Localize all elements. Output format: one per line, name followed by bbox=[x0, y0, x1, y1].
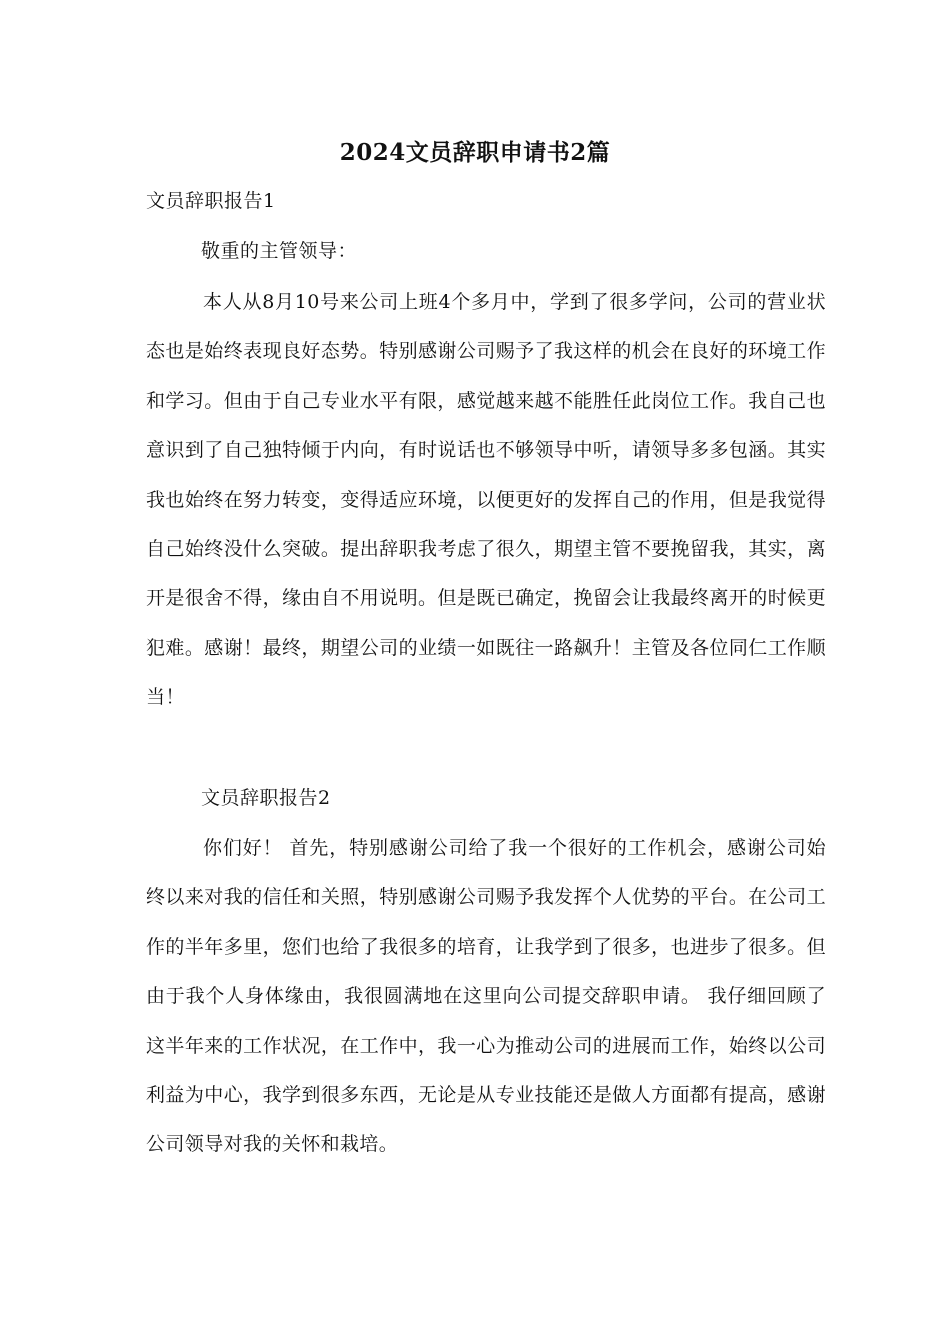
body-paragraph-2: 你们好！ 首先，特别感谢公司给了我一个很好的工作机会，感谢公司始终以来对我的信任和关照，特别感谢公司赐予我发挥个人优势的平台。在公司工作的半年多里，您们也给了我很多的培育，让我学到了很多，也进步了很多。但由于我个人身体缘由，我很圆满地在这里向公司提交辞职申请。 我仔细回顾了这半年来的工作状况，在工作中，我一心为推动公司的进展而工作，始终以公司利益为中心，我学到很多东西，无论是从专业技能还是做人方面都有提高，感谢公司领导对我的关怀和栽培。 bbox=[146, 837, 826, 1156]
section-heading-1: 文员辞职报告1 bbox=[146, 190, 276, 212]
section-heading-2: 文员辞职报告2 bbox=[201, 787, 331, 809]
body-paragraph-1: 本人从8月10号来公司上班4个多月中，学到了很多学问，公司的营业状态也是始终表现良好态势。特别感谢公司赐予了我这样的机会在良好的环境工作和学习。但由于自己专业水平有限，感觉越来越不能胜任此岗位工作。我自己也意识到了自己独特倾于内向，有时说话也不够领导中听，请领导多多包涵。其实我也始终在努力转变，变得适应环境，以便更好的发挥自己的作用，但是我觉得自己始终没什么突破。提出辞职我考虑了很久，期望主管不要挽留我，其实，离开是很舍不得，缘由自不用说明。但是既已确定，挽留会让我最终离开的时候更犯难。感谢！最终，期望公司的业绩一如既往一路飙升！主管及各位同仁工作顺当！ bbox=[146, 291, 826, 709]
salutation: 敬重的主管领导： bbox=[201, 240, 358, 262]
document-title: 2024文员辞职申请书2篇 bbox=[339, 139, 611, 166]
